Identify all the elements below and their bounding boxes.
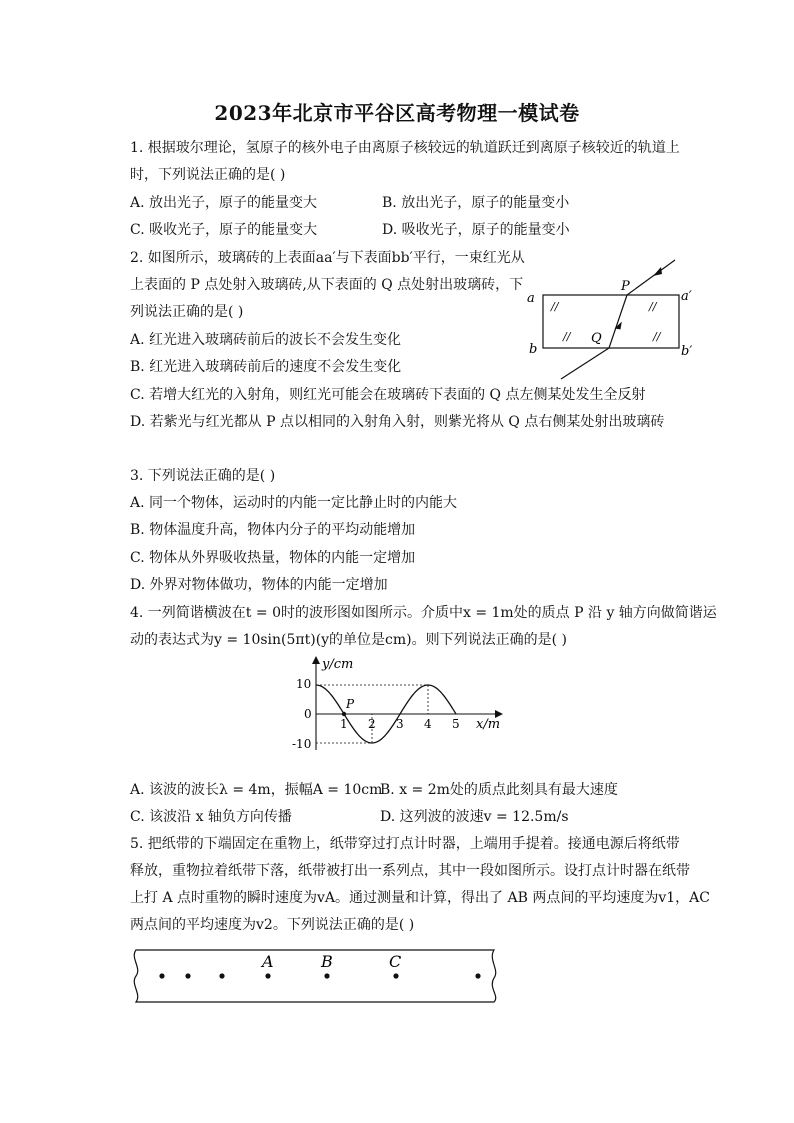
tape-dot-a xyxy=(265,973,270,978)
x-tick-1: 1 xyxy=(340,717,348,731)
point-p-label: P xyxy=(346,697,355,711)
y-tick-0: 0 xyxy=(304,707,312,721)
q2-option-c: C. 若增大红光的入射角，则红光可能会在玻璃砖下表面的 Q 点左侧某处发生全反射 xyxy=(130,387,646,403)
q2-stem-line1: 2. 如图所示，玻璃砖的上表面aa′与下表面bb′平行，一束红光从 xyxy=(130,250,525,266)
paper-tape-figure xyxy=(128,942,504,1008)
q4-option-d: D. 这列波的波速v = 12.5m/s xyxy=(380,809,569,825)
q1-stem-line2: 时，下列说法正确的是( ) xyxy=(130,167,286,183)
exam-title: 2023年北京市平谷区高考物理一模试卷 xyxy=(214,101,580,125)
tape-dot xyxy=(475,973,480,978)
hatch-mark: // xyxy=(649,300,657,313)
q3-option-b: B. 物体温度升高，物体内分子的平均动能增加 xyxy=(130,522,416,538)
tape-dot xyxy=(219,973,224,978)
q2-option-a: A. 红光进入玻璃砖前后的波长不会发生变化 xyxy=(130,332,402,348)
q1-option-b: B. 放出光子，原子的能量变小 xyxy=(382,195,570,211)
tape-label-c: C xyxy=(389,952,402,971)
y-axis-label: y/cm xyxy=(322,657,354,672)
q4-option-a: A. 该波的波长λ = 4m，振幅A = 10cm xyxy=(130,782,383,798)
q3-stem: 3. 下列说法正确的是( ) xyxy=(130,468,276,484)
label-a: a xyxy=(527,291,535,306)
q1-stem-line1: 1. 根据玻尔理论，氢原子的核外电子由离原子核较远的轨道跃迁到离原子核较近的轨道上 xyxy=(130,140,680,156)
q4-stem-line2: 动的表达式为y = 10sin(5πt)(y的单位是cm)。则下列说法正确的是( ) xyxy=(130,632,568,648)
q2-option-d: D. 若紫光与红光都从 P 点以相同的入射角入射，则紫光将从 Q 点右侧某处射出玻璃砖 xyxy=(130,414,665,430)
q5-stem-line2: 释放，重物拉着纸带下落，纸带被打出一系列点，其中一段如图所示。设打点计时器在纸带 xyxy=(130,863,690,879)
incident-ray xyxy=(627,260,675,295)
x-tick-2: 2 xyxy=(368,717,376,731)
q2-stem-line2: 上表面的 P 点处射入玻璃砖,从下表面的 Q 点处射出玻璃砖，下 xyxy=(130,277,524,293)
hatch-mark: // xyxy=(563,330,571,343)
x-tick-4: 4 xyxy=(424,717,432,731)
q3-option-d: D. 外界对物体做功，物体的内能一定增加 xyxy=(130,577,388,593)
label-b: b xyxy=(529,342,538,357)
incident-arrow xyxy=(653,267,662,276)
x-tick-5: 5 xyxy=(452,717,460,731)
q5-stem-line3: 上打 A 点时重物的瞬时速度为vA。通过测量和计算，得出了 AB 两点间的平均速度为v1，AC xyxy=(130,890,710,906)
refracted-ray xyxy=(609,295,627,348)
label-b-prime: b′ xyxy=(681,344,693,359)
y-tick-10: 10 xyxy=(296,677,312,691)
q1-option-a: A. 放出光子，原子的能量变大 xyxy=(130,195,318,211)
label-a-prime: a′ xyxy=(681,289,692,304)
x-axis-label: x/m xyxy=(476,717,501,732)
x-tick-3: 3 xyxy=(396,717,404,731)
wave-graph xyxy=(290,652,510,756)
tape-dot-b xyxy=(324,973,329,978)
glass-block-figure xyxy=(525,258,710,380)
tape-label-a: A xyxy=(262,952,274,971)
label-q: Q xyxy=(591,331,602,346)
tape-label-b: B xyxy=(321,952,333,971)
q1-option-d: D. 吸收光子，原子的能量变小 xyxy=(382,222,570,238)
q1-option-c: C. 吸收光子，原子的能量变大 xyxy=(130,222,318,238)
label-p: P xyxy=(621,279,630,294)
q5-stem-line1: 5. 把纸带的下端固定在重物上，纸带穿过打点计时器，上端用手提着。接通电源后将纸带 xyxy=(130,836,680,852)
hatch-mark: // xyxy=(551,300,559,313)
q4-option-c: C. 该波沿 x 轴负方向传播 xyxy=(130,809,292,825)
tape-dot xyxy=(185,973,190,978)
y-axis-arrow xyxy=(312,656,320,664)
point-p-marker xyxy=(342,712,346,716)
q3-option-a: A. 同一个物体，运动时的内能一定比静止时的内能大 xyxy=(130,495,458,511)
hatch-mark: // xyxy=(653,330,661,343)
y-tick-neg10: -10 xyxy=(292,737,312,751)
q4-option-b: B. x = 2m处的质点此刻具有最大速度 xyxy=(380,782,618,798)
tape-dot xyxy=(159,973,164,978)
emergent-ray xyxy=(561,348,609,379)
q3-option-c: C. 物体从外界吸收热量，物体的内能一定增加 xyxy=(130,550,416,566)
q2-stem-line3: 列说法正确的是( ) xyxy=(130,304,244,320)
q2-option-b: B. 红光进入玻璃砖前后的速度不会发生变化 xyxy=(130,359,402,375)
tape-dot-c xyxy=(393,973,398,978)
q5-stem-line4: 两点间的平均速度为v2。下列说法正确的是( ) xyxy=(130,917,415,933)
q4-stem-line1: 4. 一列简谐横波在t = 0时的波形图如图所示。介质中x = 1m处的质点 P 沿 y 轴方向做简谐运 xyxy=(130,605,717,621)
